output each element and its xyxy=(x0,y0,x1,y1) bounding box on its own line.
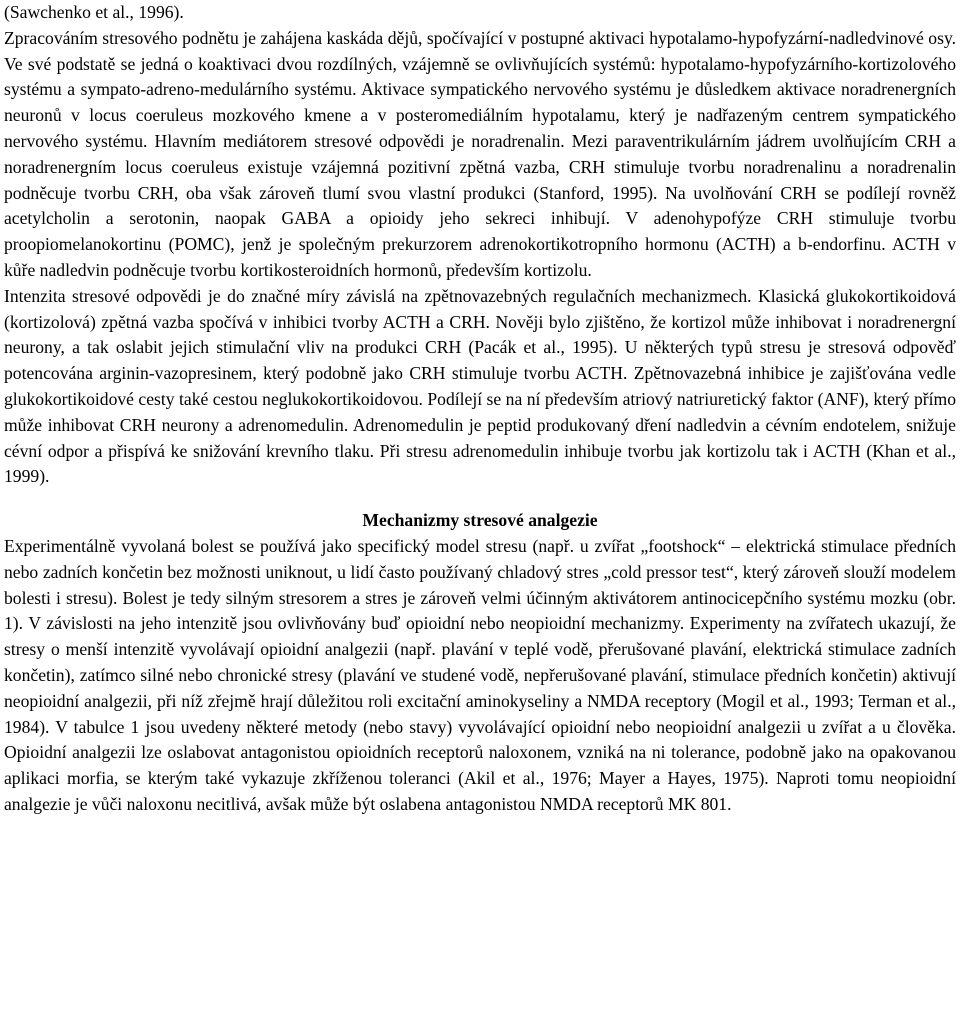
paragraph-stress-analgesia: Experimentálně vyvolaná bolest se používá jako specifický model stresu (např. u zvířat „footshock“ – elektrická stimulace předních nebo zadních končetin bez možnosti uniknout, u lidí často používaný chladový stres „cold pressor test“, který zároveň slouží modelem bolesti i stresu). Bolest je tedy silným stresorem a stres je zároveň velmi účinným aktivátorem antinocicepčního systému mozku (obr. 1). V závislosti na jeho intenzitě jsou ovlivňovány buď opioidní nebo neopioidní mechanizmy. Experimenty na zvířatech ukazují, že stresy o menší intenzitě vyvolávají opioidní analgezii (např. plavání v teplé vodě, přerušované plavání, elektrická stimulace zadních končetin), zatímco silné nebo chronické stresy (plavání ve studené vodě, nepřerušované plavání, stimulace předních končetin) aktivují neopioidní analgezii, při níž zřejmě hrají důležitou roli excitační aminokyseliny a NMDA receptory (Mogil et al., 1993; Terman et al., 1984). V tabulce 1 jsou uvedeny některé metody (nebo stavy) vyvolávající opioidní nebo neopioidní analgezii u zvířat a u člověka. Opioidní analgezii lze oslabovat antagonistou opioidních receptorů naloxonem, vzniká na ni tolerance, podobně jako na opakovanou aplikaci morfia, se kterým také vykazuje zkříženou toleranci (Akil et al., 1976; Mayer a Hayes, 1975). Naproti tomu neopioidní analgezie je vůči naloxonu necitlivá, avšak může být oslabena antagonistou NMDA receptorů MK 801. xyxy=(4,535,956,814)
paragraph-stress-axis: Zpracováním stresového podnětu je zahájena kaskáda dějů, spočívající v postupné aktivaci hypotalamo-hypofyzární-nadledvinové osy. Ve své podstatě se jedná o koaktivaci dvou rozdílných, vzájemně se ovlivňujících systémů: hypotalamo-hypofyzárního-kortizolového systému a sympato-adreno-medulárního systému. Aktivace sympatického nervového systému je důsledkem aktivace noradrenergních neuronů v locus coeruleus mozkového kmene a v posteromediálním hypotalamu, který je nadřazeným centrem sympatického nervového systému. Hlavním mediátorem stresové odpovědi je noradrenalin. Mezi paraventrikulárním jádrem uvolňujícím CRH a noradrenergním locus coeruleus existuje vzájemná pozitivní zpětná vazba, CRH stimuluje tvorbu noradrenalinu a noradrenalin podněcuje tvorbu CRH, oba však zároveň tlumí svou vlastní produkci (Stanford, 1995). Na uvolňování CRH se podílejí rovněž acetylcholin a serotonin, naopak GABA a opioidy jeho sekreci inhibují. V adenohypofýze CRH stimuluje tvorbu proopiomelanokortinu (POMC), jenž je společným prekurzorem adrenokortikotropního hormonu (ACTH) a b-endorfinu. ACTH v kůře nadledvin podněcuje tvorbu kortikosteroidních hormonů, především kortizolu. xyxy=(4,27,956,280)
section-heading: Mechanizmy stresové analgezie xyxy=(362,510,598,531)
paragraph-feedback-regulation: Intenzita stresové odpovědi je do značné míry závislá na zpětnovazebných regulačních mechanizmech. Klasická glukokortikoidová (kortizolová) zpětná vazba spočívá v inhibici tvorby ACTH a CRH. Nověji bylo zjištěno, že kortizol může inhibovat i noradrenergní neurony, a tak oslabit jejich stimulační vliv na produkci CRH (Pacák et al., 1995). U některých typů stresu je stresová odpověď potencována arginin-vazopresinem, který podobně jako CRH stimuluje tvorbu ACTH. Zpětnovazebná inhibice je zajišťována vedle glukokortikoidové cesty také cestou neglukokortikoidovou. Podílejí se na ní především atriový natriuretický faktor (ANF), který přímo může inhibovat CRH neurony a adrenomedulin. Adrenomedulin je peptid produkovaný dření nadledvin a cévním endotelem, snižuje cévní odpor a přispívá ke snižování krevního tlaku. Při stresu adrenomedulin inhibuje tvorbu jak kortizolu tak i ACTH (Khan et al., 1999). xyxy=(4,285,956,487)
paragraph-citation: (Sawchenko et al., 1996). xyxy=(4,2,184,22)
